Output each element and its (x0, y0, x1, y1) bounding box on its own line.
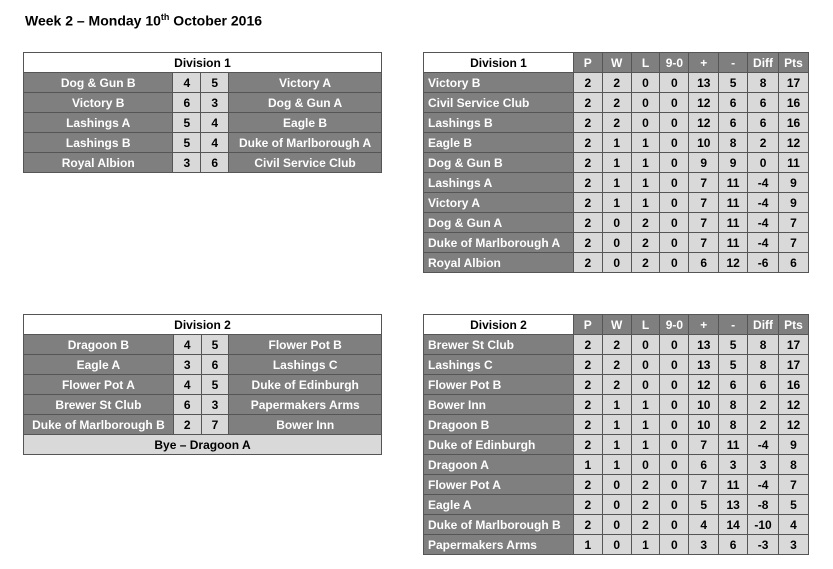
stat-cell: 7 (779, 213, 809, 233)
stat-cell: 7 (689, 475, 719, 495)
table-row (424, 113, 809, 133)
page-title: Week 2 – Monday 10th October 2016 (25, 12, 263, 29)
team-name: Flower Pot B (424, 375, 574, 395)
stat-cell: 11 (719, 435, 748, 455)
fixture-row (24, 153, 382, 173)
stat-cell: 16 (779, 93, 809, 113)
stat-cell: 2 (631, 253, 660, 273)
team-name: Lashings A (424, 173, 574, 193)
stat-cell: 1 (631, 173, 660, 193)
away-score: 4 (201, 113, 229, 133)
stat-cell: -4 (748, 475, 779, 495)
stat-cell: 3 (748, 455, 779, 475)
stat-cell: 3 (779, 535, 809, 555)
stat-cell: 13 (689, 73, 719, 93)
stat-cell: 11 (719, 193, 748, 213)
home-score: 4 (173, 375, 201, 395)
stat-cell: 2 (602, 375, 631, 395)
stat-cell: 2 (573, 355, 602, 375)
away-score: 5 (201, 335, 229, 355)
stat-cell: 0 (660, 375, 689, 395)
away-score: 5 (201, 73, 229, 93)
stat-cell: 5 (689, 495, 719, 515)
home-score: 5 (173, 113, 201, 133)
stat-cell: 12 (689, 113, 719, 133)
table-row (424, 515, 809, 535)
table-row (424, 233, 809, 253)
stat-cell: 5 (779, 495, 809, 515)
away-score: 7 (201, 415, 229, 435)
stat-cell: 2 (573, 153, 602, 173)
stat-cell: 2 (573, 113, 602, 133)
away-team: Dog & Gun A (229, 93, 382, 113)
results-heading: Division 1 (24, 53, 382, 73)
stat-cell: 7 (689, 213, 719, 233)
stat-cell: 0 (602, 475, 631, 495)
stat-cell: 2 (573, 133, 602, 153)
stat-cell: 7 (689, 193, 719, 213)
stat-cell: 17 (779, 73, 809, 93)
stat-cell: 0 (660, 193, 689, 213)
stat-cell: -10 (748, 515, 779, 535)
bye-row (24, 435, 382, 455)
stat-cell: 13 (689, 335, 719, 355)
home-team: Lashings A (24, 113, 173, 133)
stat-cell: 4 (779, 515, 809, 535)
stat-cell: 12 (779, 415, 809, 435)
stat-cell: 2 (748, 133, 779, 153)
stat-cell: 0 (660, 355, 689, 375)
table-row (424, 193, 809, 213)
home-team: Dragoon B (24, 335, 174, 355)
stat-cell: 0 (660, 133, 689, 153)
home-score: 3 (173, 153, 201, 173)
stat-cell: 10 (689, 133, 719, 153)
stat-cell: 12 (689, 93, 719, 113)
stat-cell: 0 (631, 73, 660, 93)
stat-cell: 12 (779, 133, 809, 153)
stat-cell: 13 (719, 495, 748, 515)
column-header: Pts (779, 315, 809, 335)
team-name: Flower Pot A (424, 475, 574, 495)
away-score: 4 (201, 133, 229, 153)
stat-cell: 0 (631, 335, 660, 355)
stat-cell: 9 (719, 153, 748, 173)
table-row (424, 535, 809, 555)
stat-cell: 0 (631, 455, 660, 475)
stat-cell: 1 (602, 193, 631, 213)
stat-cell: 7 (779, 233, 809, 253)
stat-cell: 11 (719, 475, 748, 495)
stat-cell: 1 (602, 173, 631, 193)
away-score: 6 (201, 153, 229, 173)
stat-cell: 2 (602, 113, 631, 133)
home-score: 6 (173, 93, 201, 113)
stat-cell: 0 (660, 335, 689, 355)
fixture-row (24, 133, 382, 153)
stat-cell: 9 (779, 173, 809, 193)
stat-cell: 0 (660, 73, 689, 93)
table-row (424, 173, 809, 193)
stat-cell: 8 (719, 395, 748, 415)
stat-cell: 1 (631, 415, 660, 435)
home-team: Duke of Marlborough B (24, 415, 174, 435)
table-row (424, 415, 809, 435)
team-name: Lashings C (424, 355, 574, 375)
stat-cell: 0 (660, 153, 689, 173)
stat-cell: 7 (689, 233, 719, 253)
away-team: Duke of Marlborough A (229, 133, 382, 153)
stat-cell: 2 (573, 415, 602, 435)
stat-cell: 2 (748, 415, 779, 435)
stat-cell: 3 (689, 535, 719, 555)
stat-cell: 10 (689, 415, 719, 435)
fixture-row (24, 73, 382, 93)
stat-cell: -8 (748, 495, 779, 515)
column-header: - (719, 53, 748, 73)
away-score: 3 (201, 93, 229, 113)
stat-cell: 9 (689, 153, 719, 173)
team-name: Duke of Marlborough A (424, 233, 574, 253)
home-team: Brewer St Club (24, 395, 174, 415)
stat-cell: 0 (602, 515, 631, 535)
stat-cell: 0 (660, 253, 689, 273)
stat-cell: 6 (748, 375, 779, 395)
stat-cell: 0 (660, 213, 689, 233)
away-team: Victory A (229, 73, 382, 93)
stat-cell: 1 (573, 535, 602, 555)
team-name: Brewer St Club (424, 335, 574, 355)
team-name: Civil Service Club (424, 93, 574, 113)
stat-cell: 8 (719, 415, 748, 435)
stat-cell: 16 (779, 375, 809, 395)
stat-cell: 6 (748, 113, 779, 133)
division-1-results (23, 52, 382, 173)
team-name: Dog & Gun B (424, 153, 574, 173)
stat-cell: 5 (719, 355, 748, 375)
column-header: L (631, 315, 660, 335)
fixture-row (24, 335, 382, 355)
stat-cell: -4 (748, 213, 779, 233)
table-row (424, 495, 809, 515)
home-team: Eagle A (24, 355, 174, 375)
division-2-league-table (423, 314, 809, 555)
stat-cell: 2 (573, 335, 602, 355)
stat-cell: 0 (602, 253, 631, 273)
stat-cell: 6 (689, 253, 719, 273)
table-heading: Division 1 (424, 53, 574, 73)
stat-cell: 2 (573, 193, 602, 213)
stat-cell: 6 (748, 93, 779, 113)
stat-cell: 2 (573, 375, 602, 395)
stat-cell: 0 (602, 213, 631, 233)
stat-cell: 5 (719, 335, 748, 355)
stat-cell: 17 (779, 355, 809, 375)
column-header: 9-0 (660, 53, 689, 73)
stat-cell: 12 (719, 253, 748, 273)
stat-cell: 2 (631, 515, 660, 535)
home-score: 5 (173, 133, 201, 153)
home-team: Victory B (24, 93, 173, 113)
column-header: + (689, 53, 719, 73)
team-name: Lashings B (424, 113, 574, 133)
stat-cell: 0 (631, 355, 660, 375)
division-1-league-table (423, 52, 809, 273)
fixture-row (24, 375, 382, 395)
column-header: P (573, 53, 602, 73)
stat-cell: 1 (602, 415, 631, 435)
stat-cell: 0 (660, 515, 689, 535)
table-row (424, 133, 809, 153)
stat-cell: -6 (748, 253, 779, 273)
stat-cell: 2 (573, 435, 602, 455)
stat-cell: 14 (719, 515, 748, 535)
away-score: 3 (201, 395, 229, 415)
table-row (424, 93, 809, 113)
stat-cell: 0 (660, 475, 689, 495)
away-team: Duke of Edinburgh (229, 375, 382, 395)
stat-cell: 11 (719, 213, 748, 233)
stat-cell: 6 (719, 375, 748, 395)
column-header: Diff (748, 315, 779, 335)
column-header: W (602, 53, 631, 73)
fixture-row (24, 355, 382, 375)
stat-cell: 0 (631, 375, 660, 395)
stat-cell: 1 (602, 395, 631, 415)
home-score: 4 (173, 335, 201, 355)
stat-cell: 7 (689, 435, 719, 455)
stat-cell: 8 (748, 335, 779, 355)
stat-cell: 0 (602, 233, 631, 253)
stat-cell: 9 (779, 193, 809, 213)
stat-cell: 1 (602, 435, 631, 455)
fixture-row (24, 395, 382, 415)
home-team: Lashings B (24, 133, 173, 153)
stat-cell: -4 (748, 193, 779, 213)
away-team: Bower Inn (229, 415, 382, 435)
stat-cell: 1 (631, 395, 660, 415)
home-score: 4 (173, 73, 201, 93)
stat-cell: 17 (779, 335, 809, 355)
stat-cell: 2 (573, 93, 602, 113)
column-header: 9-0 (660, 315, 689, 335)
stat-cell: 8 (719, 133, 748, 153)
stat-cell: 6 (779, 253, 809, 273)
stat-cell: 0 (602, 535, 631, 555)
stat-cell: 2 (573, 213, 602, 233)
stat-cell: 6 (719, 93, 748, 113)
team-name: Royal Albion (424, 253, 574, 273)
fixture-row (24, 93, 382, 113)
stat-cell: 0 (660, 93, 689, 113)
table-heading: Division 2 (424, 315, 574, 335)
stat-cell: 0 (660, 535, 689, 555)
stat-cell: 0 (660, 435, 689, 455)
stat-cell: 0 (602, 495, 631, 515)
table-row (424, 475, 809, 495)
team-name: Duke of Edinburgh (424, 435, 574, 455)
division-2-results (23, 314, 382, 455)
home-team: Royal Albion (24, 153, 173, 173)
stat-cell: 2 (602, 355, 631, 375)
stat-cell: 2 (573, 253, 602, 273)
stat-cell: 8 (748, 73, 779, 93)
stat-cell: 13 (689, 355, 719, 375)
stat-cell: 2 (573, 495, 602, 515)
bye-note: Bye – Dragoon A (24, 435, 382, 455)
stat-cell: 2 (602, 73, 631, 93)
stat-cell: 2 (631, 233, 660, 253)
team-name: Papermakers Arms (424, 535, 574, 555)
stat-cell: 11 (719, 173, 748, 193)
team-name: Duke of Marlborough B (424, 515, 574, 535)
team-name: Bower Inn (424, 395, 574, 415)
table-row (424, 73, 809, 93)
stat-cell: 2 (631, 495, 660, 515)
home-team: Dog & Gun B (24, 73, 173, 93)
stat-cell: 5 (719, 73, 748, 93)
column-header: + (689, 315, 719, 335)
home-score: 3 (173, 355, 201, 375)
away-team: Papermakers Arms (229, 395, 382, 415)
stat-cell: 2 (573, 73, 602, 93)
away-score: 5 (201, 375, 229, 395)
stat-cell: 3 (719, 455, 748, 475)
stat-cell: 16 (779, 113, 809, 133)
stat-cell: 0 (660, 415, 689, 435)
stat-cell: 1 (631, 435, 660, 455)
away-team: Eagle B (229, 113, 382, 133)
stat-cell: 0 (660, 113, 689, 133)
stat-cell: -4 (748, 173, 779, 193)
column-header: Diff (748, 53, 779, 73)
stat-cell: 2 (573, 233, 602, 253)
stat-cell: 0 (631, 113, 660, 133)
stat-cell: 0 (660, 395, 689, 415)
stat-cell: 2 (573, 173, 602, 193)
stat-cell: -4 (748, 233, 779, 253)
team-name: Victory B (424, 73, 574, 93)
column-header: Pts (779, 53, 809, 73)
stat-cell: 2 (602, 335, 631, 355)
stat-cell: 2 (573, 515, 602, 535)
table-row (424, 355, 809, 375)
team-name: Eagle A (424, 495, 574, 515)
stat-cell: 0 (748, 153, 779, 173)
stat-cell: -4 (748, 435, 779, 455)
team-name: Victory A (424, 193, 574, 213)
stat-cell: 0 (660, 495, 689, 515)
stat-cell: 0 (660, 233, 689, 253)
stat-cell: 2 (631, 213, 660, 233)
stat-cell: 7 (689, 173, 719, 193)
fixture-row (24, 415, 382, 435)
table-row (424, 335, 809, 355)
column-header: P (573, 315, 602, 335)
team-name: Dragoon A (424, 455, 574, 475)
home-score: 2 (173, 415, 201, 435)
table-row (424, 375, 809, 395)
stat-cell: 9 (779, 435, 809, 455)
away-team: Flower Pot B (229, 335, 382, 355)
stat-cell: 7 (779, 475, 809, 495)
stat-cell: 0 (631, 93, 660, 113)
stat-cell: 1 (573, 455, 602, 475)
column-header: L (631, 53, 660, 73)
stat-cell: 2 (602, 93, 631, 113)
table-row (424, 395, 809, 415)
stat-cell: 1 (602, 455, 631, 475)
team-name: Dog & Gun A (424, 213, 574, 233)
fixture-row (24, 113, 382, 133)
stat-cell: 6 (689, 455, 719, 475)
table-row (424, 213, 809, 233)
column-header: W (602, 315, 631, 335)
stat-cell: 6 (719, 535, 748, 555)
stat-cell: 1 (631, 193, 660, 213)
team-name: Eagle B (424, 133, 574, 153)
stat-cell: 11 (719, 233, 748, 253)
stat-cell: 2 (573, 395, 602, 415)
stat-cell: -3 (748, 535, 779, 555)
stat-cell: 1 (602, 133, 631, 153)
team-name: Dragoon B (424, 415, 574, 435)
stat-cell: 2 (631, 475, 660, 495)
stat-cell: 1 (631, 153, 660, 173)
home-score: 6 (173, 395, 201, 415)
stat-cell: 11 (779, 153, 809, 173)
stat-cell: 0 (660, 455, 689, 475)
stat-cell: 2 (573, 475, 602, 495)
stat-cell: 12 (689, 375, 719, 395)
stat-cell: 4 (689, 515, 719, 535)
stat-cell: 6 (719, 113, 748, 133)
stat-cell: 1 (631, 535, 660, 555)
stat-cell: 10 (689, 395, 719, 415)
stat-cell: 2 (748, 395, 779, 415)
column-header: - (719, 315, 748, 335)
away-team: Civil Service Club (229, 153, 382, 173)
home-team: Flower Pot A (24, 375, 174, 395)
away-team: Lashings C (229, 355, 382, 375)
table-row (424, 253, 809, 273)
table-row (424, 455, 809, 475)
stat-cell: 8 (748, 355, 779, 375)
stat-cell: 12 (779, 395, 809, 415)
stat-cell: 1 (631, 133, 660, 153)
stat-cell: 0 (660, 173, 689, 193)
table-row (424, 435, 809, 455)
table-row (424, 153, 809, 173)
away-score: 6 (201, 355, 229, 375)
stat-cell: 1 (602, 153, 631, 173)
results-heading: Division 2 (24, 315, 382, 335)
stat-cell: 8 (779, 455, 809, 475)
